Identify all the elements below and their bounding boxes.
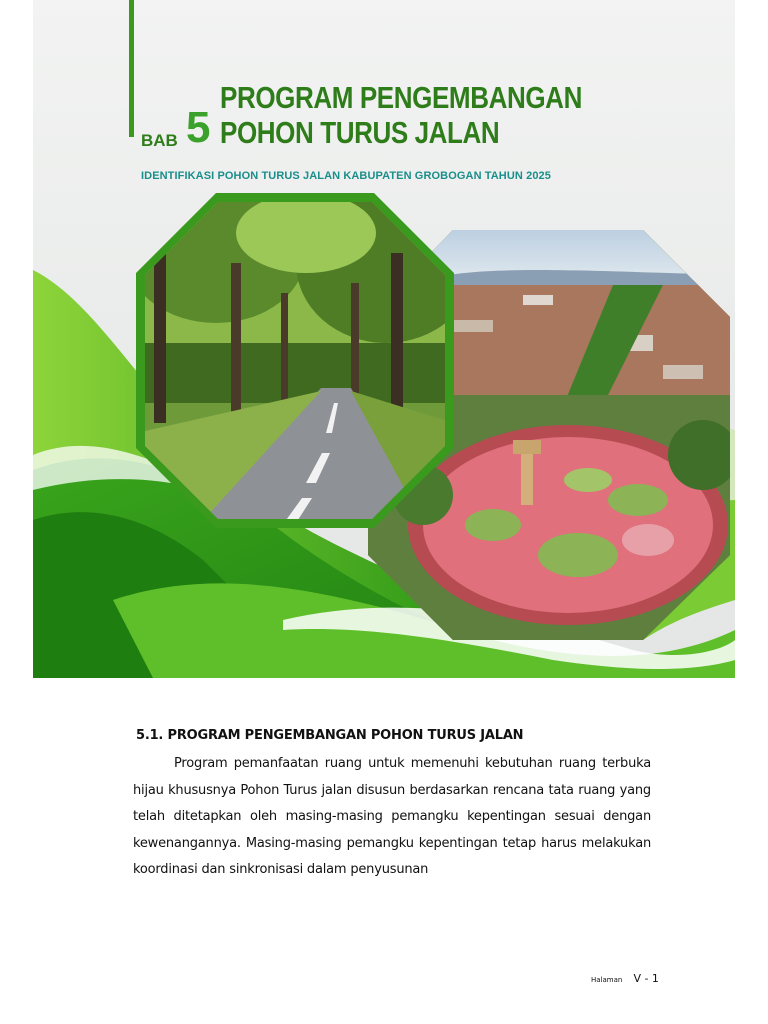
tree-road-photo xyxy=(136,193,454,528)
section-paragraph: Program pemanfaatan ruang untuk memenuhi kebutuhan ruang terbuka hijau khususnya Pohon Turus jalan disusun berdasarkan rencana tata ruang yang telah ditetapkan oleh masing-masing pemangku kepentingan sesuai dengan kewenangannya. Masing-masing pemangku kepentingan tetap harus melakukan koordinasi dan sinkronisasi dalam penyusunan xyxy=(133,756,651,877)
cover-title-line-2: POHON TURUS JALAN xyxy=(220,115,500,150)
cover-subtitle: IDENTIFIKASI POHON TURUS JALAN KABUPATEN GROBOGAN TAHUN 2025 xyxy=(141,170,551,182)
section-content xyxy=(133,728,651,884)
page-number: V - 1 xyxy=(633,972,659,985)
page-label: Halaman xyxy=(591,976,623,984)
chapter-label: BAB xyxy=(141,131,178,150)
page-footer xyxy=(591,967,659,986)
cover-banner xyxy=(33,0,735,678)
cover-title xyxy=(220,80,582,150)
cover-title-line-1: PROGRAM PENGEMBANGAN xyxy=(220,80,582,115)
section-heading: 5.1. PROGRAM PENGEMBANGAN POHON TURUS JALAN xyxy=(136,728,524,743)
accent-vertical-line xyxy=(129,0,134,137)
chapter-number: 5 xyxy=(186,103,211,152)
